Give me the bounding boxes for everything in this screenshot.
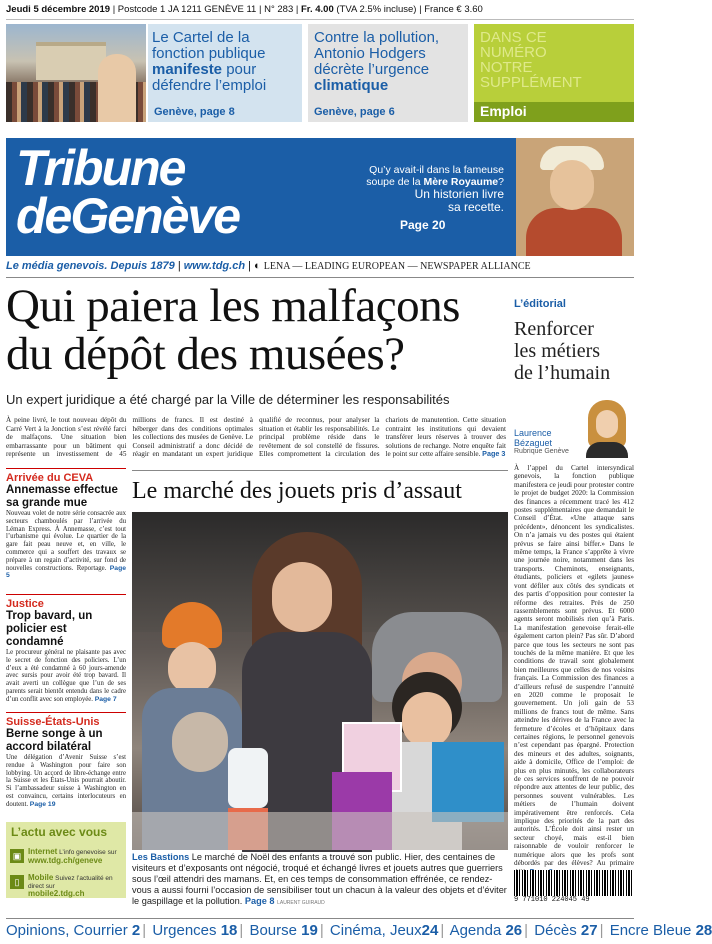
jouets-market-photo[interactable] (132, 512, 508, 850)
index-item[interactable]: Urgences 18 (152, 922, 238, 939)
editorial-author: Laurence Bézaguet (514, 428, 553, 448)
plush-toy (172, 712, 228, 772)
page-index: Opinions, Courrier 2 | Urgences 18 | Bourse 19 | Cinéma, Jeux24 | Agenda 26 | Décès 27 | Encre Bleue 28 (6, 918, 634, 940)
website-link[interactable]: www.tdg.ch (183, 260, 246, 272)
building-image (36, 42, 106, 80)
index-item[interactable]: Opinions, Courrier 2 (6, 922, 141, 939)
index-item[interactable]: Agenda 26 (449, 922, 523, 939)
actu-internet[interactable]: ▣ Internet L’info genevoise sur www.tdg.ch/geneve (10, 848, 124, 865)
jouets-headline[interactable]: Le marché des jouets pris d’assaut (132, 478, 462, 504)
supplement-label[interactable]: Emploi (474, 102, 634, 122)
price-france: France € 3.60 (424, 4, 483, 15)
lena-logo-icon: ◐ (254, 260, 261, 272)
jouets-page[interactable]: Page 8 (244, 896, 275, 906)
divider (6, 277, 634, 278)
postcode: Postcode 1 JA 1211 GENÈVE 11 (117, 4, 257, 15)
lena-alliance: LENA — LEADING EUROPEAN — NEWSPAPER ALLIANCE (263, 261, 531, 272)
index-item[interactable]: Cinéma, Jeux24 (329, 922, 439, 939)
computer-icon: ▣ (10, 849, 24, 863)
issue-info-bar: Jeudi 5 décembre 2019 | Postcode 1 JA 1211 GENÈVE 11 | N° 283 | Fr. 4.00 (TVA 2.5% incluse) | France € 3.60 (6, 4, 634, 20)
tagline: Le média genevois. Depuis 1879 | www.tdg.ch | ◐ LENA — LEADING EUROPEAN — NEWSPAPER ALLIANCE (6, 260, 531, 272)
author-avatar (584, 398, 628, 456)
index-item[interactable]: Décès 27 (534, 922, 598, 939)
actu-title: L’actu avec vous (11, 825, 108, 839)
index-item[interactable]: Bourse 19 (249, 922, 318, 939)
teaser-pollution-page[interactable]: Genève, page 6 (314, 106, 395, 118)
barcode (514, 870, 632, 896)
teaser-cartel[interactable]: Le Cartel de la fonction publique manifeste pour défendre l’emploi Genève, page 8 (148, 24, 302, 122)
divider (6, 712, 126, 713)
main-lead-page[interactable]: Page 3 (482, 449, 506, 458)
divider (6, 468, 126, 469)
masthead-promo-page[interactable]: Page 20 (400, 218, 446, 232)
issue-date: Jeudi 5 décembre 2019 (6, 4, 111, 15)
index-item[interactable]: Encre Bleue 28 (609, 922, 712, 939)
price: Fr. 4.00 (301, 4, 334, 15)
teaser-cartel-page[interactable]: Genève, page 8 (154, 106, 235, 118)
actu-box (6, 822, 126, 898)
brief-ceva[interactable]: Arrivée du CEVA Annemasse effectue sa grande mue Nouveau volet de notre série consacrée aux secteurs chamboulés par l’arrivée du Léman Express. À Annemasse, c’est tout l’urbanisme qui évolue. Le quartier de la gare fait peau neuve et, en ville, le commerce qui a souffert des travaux se prépare à un regain d’activité, sur fond de nouvelles constructions. Reportage. Page 5 (6, 472, 126, 580)
actu-mobile[interactable]: ▯ Mobile Suivez l’actualité en direct sur mobile2.tdg.ch (10, 874, 124, 899)
mobile-phone-icon: ▯ (10, 875, 24, 889)
main-subhead: Un expert juridique a été chargé par la Ville de déterminer les responsabilités (6, 392, 450, 407)
editorial-title[interactable]: Renforcer les métiers de l’humain (514, 318, 611, 384)
teaser-photo-cartel[interactable] (6, 24, 146, 122)
brief-justice[interactable]: Justice Trop bavard, un policier est condamné Le procureur général ne plaisante pas avec le secret de fonction des policiers. L’un d’eux a été condamné à 60 jours-amende avec sursis pour avoir été trop bavard. Il avait averti un collègue que l’un de ses parents serait bientôt entendu dans le cadre d’un conflit avec son employée. Page 7 (6, 598, 126, 703)
main-headline[interactable]: Qui paiera les malfaçons du dépôt des musées? (6, 280, 460, 380)
barcode-number: 9 771010 224045 49 (514, 896, 590, 904)
divider (6, 594, 126, 595)
newspaper-logo[interactable]: Tribune deGenève (16, 140, 240, 244)
toy-box-blue (432, 742, 504, 822)
teaser-pollution[interactable]: Contre la pollution, Antonio Hodgers décrète l’urgence climatique Genève, page 6 (308, 24, 468, 122)
main-lead-text: À peine livré, le tout nouveau dépôt du Carré Vert à la Jonction s’est révélé farci de malfaçons. Une situation bien embarrassante pour un bâtiment qui représente un investissement de 45 millions de francs. Il est destiné à héberger dans des conditions optimales les collections des musées de Genève. Le Conseil administratif a donc décidé de réagir en mandatant un expert juridique qualifié de reconnus, pour analyser la situation et établir les responsabilités. Le principal problème réside dans le revêtement de sol constellé de fissures. Elles compromettent la circulation des chariots de manutention. Cette situation contraint les institutions qui devaient transférer leurs réserves à trouver des solutions de rechange. Notre enquête fait le point sur cette affaire sensible. Page 3 (6, 416, 506, 458)
issue-number: N° 283 (264, 4, 294, 15)
mere-royaume-illustration (516, 138, 634, 256)
editorial-label: L’éditorial (514, 298, 566, 310)
editorial-author-role: Rubrique Genève (514, 448, 569, 455)
tva: (TVA 2.5% incluse) (336, 4, 417, 15)
jouets-caption: Les Bastions Le marché de Noël des enfants a trouvé son public. Hier, des centaines de visiteurs et d’exposants ont négocié, troqué et échangé livres et jouets autres que guerriers sous l’œil attendri des mamans. Et, en ces temps de consommation effrénée, ce rendez-vous a aussi fourni l’occasion de sensibiliser tout un chacun à la valeur des objets et d’éviter le gaspillage et la pollution. Page 8 LAURENT GUIRAUD (132, 852, 507, 906)
divider (132, 470, 508, 471)
teaser-supplement[interactable]: DANS CE NUMÉRO NOTRE SUPPLÉMENT Emploi (474, 24, 634, 122)
slogan: Le média genevois. Depuis 1879 (6, 260, 175, 272)
masthead (6, 138, 634, 256)
brief-suisse-usa[interactable]: Suisse-États-Unis Berne songe à un accord bilatéral Une délégation d’Avenir Suisse s’est rendue à Washington pour faire son lobbying. Un accord de libre-échange entre la Suisse et les États-Unis pourrait aboutir. Si l’ambassadeur suisse à Washington en est convaincu, certains interlocuteurs en doutent. Page 19 (6, 716, 126, 808)
masthead-promo[interactable]: Qu’y avait-il dans la fameuse soupe de la Mère Royaume? Un historien livre sa recette. (366, 164, 504, 214)
raised-hand-image (98, 54, 136, 122)
editorial-body: À l’appel du Cartel intersyndical genevois, la fonction publique manifestera ce jeudi pour protester contre le projet de budget 2020: la Commission des finances a récemment tracé les 412 postes supplémentaires que demandait le Conseil d’État. «Une attaque sans précédent», dénoncent les syndicalistes. On n’a jamais vu des postes qui étaient prévus se faire ainsi biffer.» Dans le même temps, la France s’apprête à vivre une journée noire, notamment dans les transports. Cheminots, enseignants, étudiants, policiers et «gilets jaunes» vont défiler aux côtés des syndicats et des partis d’opposition pour contester la réforme des retraites. Près de 250 rassemblements sont prévus. Et 6000 agents seront mobilisés rien qu’à Paris. La manifestation genevoise ferait-elle également carton plein? Pas sûr. D’abord parce que tous les secteurs ne sont pas touchés de la même manière. Et que les conditions de travail sont globalement bien meilleures que celles de nos voisins français. La Commission des finances a d’ailleurs refusé de suspendre l’annuité en 2020 comme le proposait le gouvernement. Un joli gain de 53 millions de francs tout de même. Sans atteindre les dérives de la France avec la fermeture d’écoles et d’hôpitaux dans certaines régions, le personnel genevois n’est cependant pas épargné. Protection des mineurs et des adultes, soignants, aide à domicile, Office de l’emploi: de plus en plus minutés, les collaborateurs de ces services souffrent de ne pouvoir répondre aux attentes de leur public, des personnes souvent vulnérables. Les métiers de l’humain doivent impérativement être renforcés. Cela implique des priorités de la part des autorités. L’École doit ainsi rester un secteur choyé, mais est-il bien raisonnable de vouloir renforcer le numérique alors que les profs sont débordés par des élèves? Au primaire (514, 464, 634, 860)
